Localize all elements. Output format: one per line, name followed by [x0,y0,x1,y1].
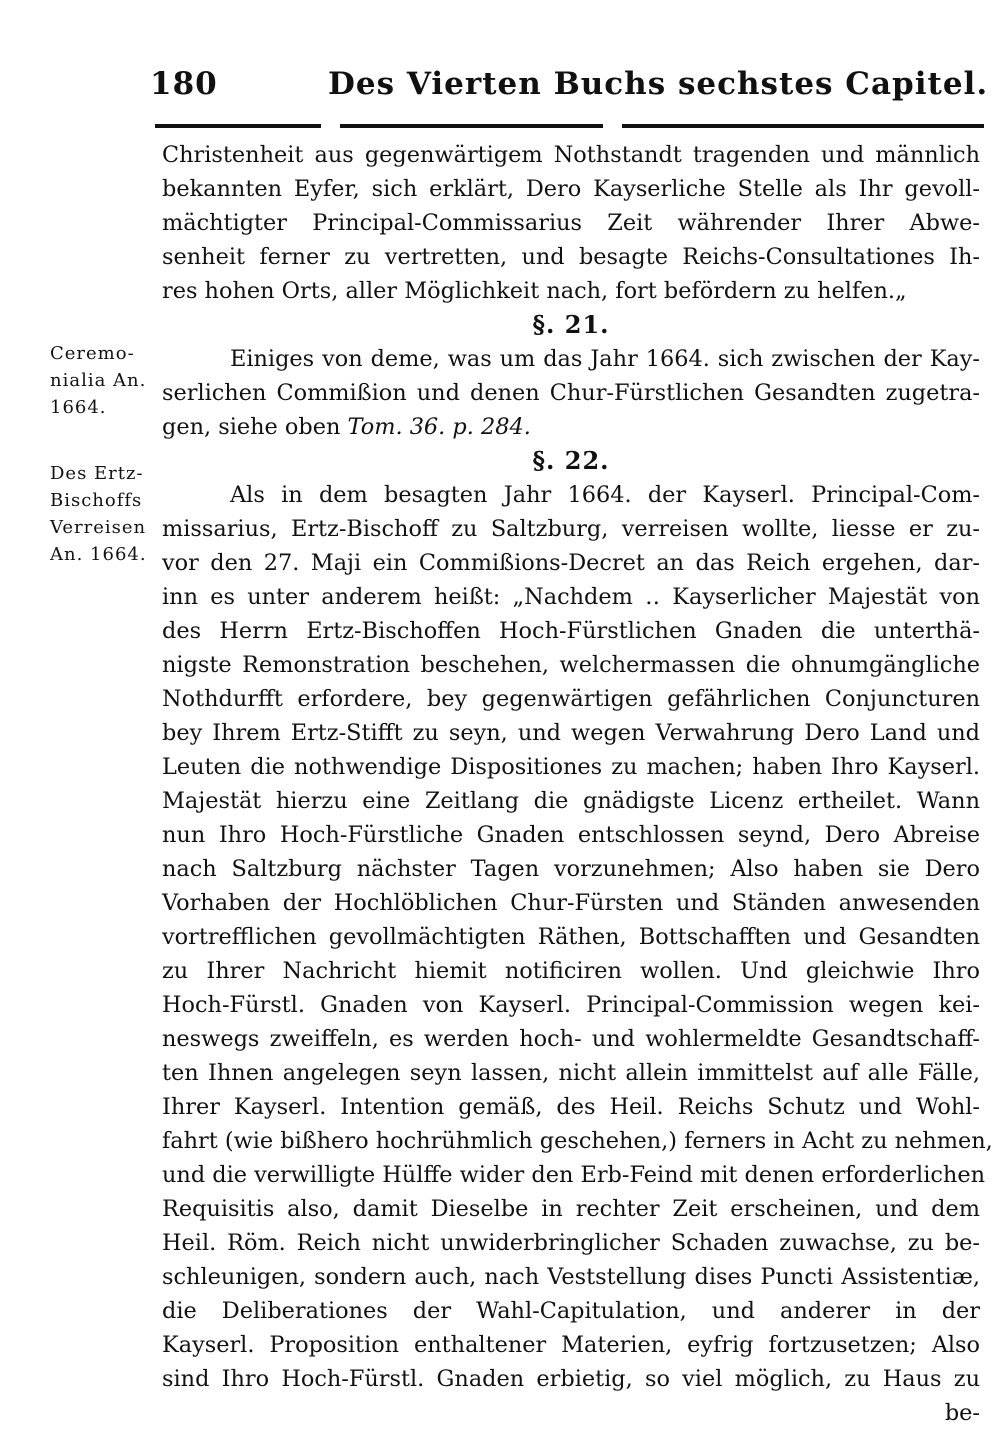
text-line: nigste Remonstration beschehen, welchermassen die ohnumgängliche [162,652,980,678]
margin-note-line: Ceremo- [50,343,135,364]
text-line: missarius, Ertz-Bischoff zu Saltzburg, verreisen wollte, liesse er zu- [162,516,980,542]
text-line: vor den 27. Maji ein Commißions-Decret an das Reich ergehen, dar- [162,550,980,576]
text-line: des Herrn Ertz-Bischoffen Hoch-Fürstlichen Gnaden die unterthä- [162,618,980,644]
text-line: Kayserl. Proposition enthaltener Materien, eyfrig fortzusetzen; Also [162,1332,980,1358]
text-line: inn es unter anderem heißt: „Nachdem ‥ Kayserlicher Majestät von [162,584,980,610]
margin-note-verreisen [50,460,160,568]
margin-note-line: Des Ertz- [50,463,144,484]
text-line: res hohen Orts, aller Möglichkeit nach, fort befördern zu helfen.„ [162,278,907,304]
text-line: Als in dem besagten Jahr 1664. der Kayserl. Principal-Com- [230,482,980,508]
page-header [150,66,989,112]
text-line: bekannten Eyfer, sich erklärt, Dero Kayserliche Stelle als Ihr gevoll- [162,176,980,202]
text-line: die Deliberationes der Wahl-Capitulation, und anderer in der [162,1298,980,1324]
margin-note-line: Verreisen [50,517,147,538]
header-rule [622,124,984,128]
text-line [162,410,980,444]
margin-note-line: An. 1664. [50,544,147,565]
section-heading-22: §. 22. [532,446,610,475]
text-line: vortrefflichen gevollmächtigten Räthen, Bottschafften und Gesandten [162,924,980,950]
text-line: Vorhaben der Hochlöblichen Chur-Fürsten und Ständen anwesenden [162,890,980,916]
text-fragment: gen, siehe oben [162,414,348,440]
header-rule [155,124,321,128]
text-line: Heil. Röm. Reich nicht unwiderbringlicher Schaden zuwachse, zu be- [162,1230,980,1256]
text-line: Majestät hierzu eine Zeitlang die gnädigste Licenz ertheilet. Wann [162,788,980,814]
margin-note-ceremonialia [50,340,160,421]
margin-note-line: nialia An. [50,370,147,391]
text-line: fahrt (wie bißhero hochrühmlich geschehen,) ferners in Acht zu nehmen, [162,1128,993,1154]
page-number: 180 [150,66,218,102]
text-line: Christenheit aus gegenwärtigem Nothstandt tragenden und männlich [162,142,980,168]
body-text [162,138,993,1430]
section-heading-21: §. 21. [532,310,610,339]
text-line: sind Ihro Hoch-Fürstl. Gnaden erbietig, so viel möglich, zu Haus zu [162,1366,980,1392]
text-line: Hoch-Fürstl. Gnaden von Kayserl. Principal-Commission wegen kei- [162,992,980,1018]
text-line: bey Ihrem Ertz-Stifft zu seyn, und wegen Verwahrung Dero Land und [162,720,980,746]
catchword: be- [944,1400,980,1426]
text-line: Nothdurfft erfordere, bey gegenwärtigen gefährlichen Conjuncturen [162,686,980,712]
text-line: schleunigen, sondern auch, nach Veststellung dises Puncti Assistentiæ, [162,1264,980,1290]
margin-note-line: Bischoffs [50,490,143,511]
text-line: Requisitis also, damit Dieselbe in rechter Zeit erscheinen, und dem [162,1196,980,1222]
text-line: Leuten die nothwendige Dispositiones zu machen; haben Ihro Kayserl. [162,754,980,780]
margin-note-line: 1664. [50,397,107,418]
text-line: neswegs zweiffeln, es werden hoch- und wohlermeldte Gesandtschaff- [162,1026,980,1052]
cross-reference: Tom. 36. p. 284. [347,414,531,440]
text-line: mächtigter Principal-Commissarius Zeit währender Ihrer Abwe- [162,210,980,236]
header-rule [340,124,603,128]
text-line: senheit ferner zu vertretten, und besagte Reichs-Consultationes Ih- [162,244,980,270]
text-line: nach Saltzburg nächster Tagen vorzunehmen; Also haben sie Dero [162,856,980,882]
running-title: Des Vierten Buchs sechstes Capitel. [328,66,989,102]
text-line: und die verwilligte Hülffe wider den Erb-Feind mit denen erforderlichen [162,1162,986,1188]
text-line: Einiges von deme, was um das Jahr 1664. sich zwischen der Kay- [230,346,980,372]
text-line: nun Ihro Hoch-Fürstliche Gnaden entschlossen seynd, Dero Abreise [162,822,980,848]
text-line: ten Ihnen angelegen seyn lassen, nicht allein immittelst auf alle Fälle, [162,1060,980,1086]
text-line: serlichen Commißion und denen Chur-Fürstlichen Gesandten zugetra- [162,380,980,406]
text-line: zu Ihrer Nachricht hiemit notificiren wollen. Und gleichwie Ihro [162,958,980,984]
text-line: Ihrer Kayserl. Intention gemäß, des Heil. Reichs Schutz und Wohl- [162,1094,980,1120]
